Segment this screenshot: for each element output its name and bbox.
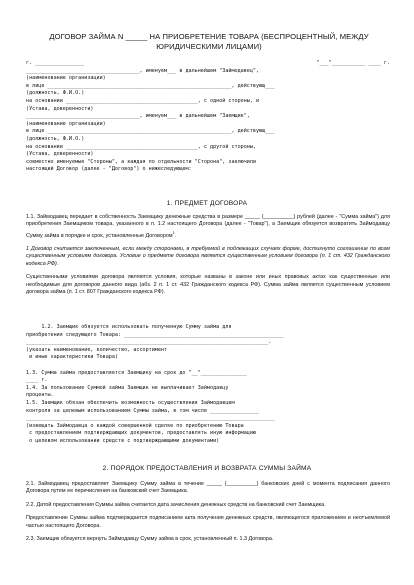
clause-line: (извещать Займодавца о каждой совершенной сделке по приобретению Товара xyxy=(26,422,244,429)
header-line xyxy=(26,121,390,129)
document-title: ДОГОВОР ЗАЙМА N _____ НА ПРИОБРЕТЕНИЕ ТОВАРА (БЕСПРОЦЕНТНЫЙ, МЕЖДУ ЮРИДИЧЕСКИМИ ЛИЦАМИ) xyxy=(49,32,369,51)
clause-line: 1.3. Сумма займа предоставляется Заемщику на срок до "__"_______________ xyxy=(26,369,247,376)
header-line-left: (Устава, доверенности) xyxy=(26,151,94,158)
clause-line: с предоставлением подтверждающих документов, предоставлять иную информацию xyxy=(26,430,257,437)
clause-line: о целевом использовании средств с подтверждающими документами) xyxy=(26,437,220,444)
essential-terms-paragraph: Существенными условиями договора являются условия, которые названы в законе или иных правовых актах как существенные или необходимые для договоров данного вида (абз. 2 п. 1 ст. 432 Гражданского кодекса РФ). Сумма займа является существенным условием договора займа (п. 1 ст. 807 Гражданского кодекса РФ). xyxy=(26,274,390,296)
clause-line: проценты. xyxy=(26,392,54,399)
section2-paragraph: 2.3. Заемщик обязуется вернуть Займодавцу Сумму займа в срок, установленный п. 1.3 Договора. xyxy=(26,536,274,543)
clause-line: _________________________________________________________________________________ xyxy=(26,415,275,422)
header-line-left: _____________________________________, именуем___ в дальнейшем "Займодавец", xyxy=(26,67,260,74)
header-line-left: (должность, Ф.И.О.) xyxy=(26,135,85,142)
clause-line: 1.5. Заемщик обязан обеспечить возможность осуществления Займодавцем xyxy=(26,399,235,406)
header-line xyxy=(26,106,390,114)
header-line-left: совместно именуемые "Стороны", а каждая по отдельности "Сторона", заключили xyxy=(26,158,257,165)
section2-text xyxy=(26,481,390,549)
parties-block xyxy=(26,60,390,174)
header-line-left: (наименование организации) xyxy=(26,120,106,127)
header-line xyxy=(26,166,390,174)
header-line-left: (наименование организации) xyxy=(26,75,106,82)
header-line-left: в лице ____________________________________________________________, действующ___ xyxy=(26,82,275,89)
footnote-italic: 1 Договор считается заключенным, если между сторонами, в требуемой в подлежащих случаях форме, достигнуто соглашение по всем существенным условиям договора. Условие о предмете договора является существенным условием договора (п. 1 ст. 432 Гражданского кодекса РФ). xyxy=(26,246,390,267)
header-line-left: (должность, Ф.И.О.) xyxy=(26,90,85,97)
section2-paragraph: 2.1. Займодавец предоставляет Заемщику Сумму займа в течение _____ (__________) банковских дней с момента подписания данного Договора путем ее перечисления на банковский счет Заемщика. xyxy=(26,481,390,495)
header-line-left: _____________________________________, именуем___ в дальнейшем "Заемщик", xyxy=(26,113,250,120)
clause-1-1: 1.1. Займодавец передает в собственность Заемщику денежные средства в размере _____ (__________) рублей (далее - "Сумма займа") для приобретения Заемщиком товара, указанного в п. 1.2 настоящего Договора (далее - "Товар"), а Заемщик обязуется возвратить Займодавцу Сумму займа в порядке и срок, установленные Договором$^1$. xyxy=(26,214,390,239)
section2-paragraph: Предоставление Суммы займа подтверждается подписанием акта получения денежных средств, являющегося приложением и неотъемлемой частью настоящего Договора. xyxy=(26,515,390,529)
section2-paragraph: 2.2. Датой предоставления Суммы займа считается дата зачисления денежных средств на банковский счет Заемщика. xyxy=(26,501,326,508)
header-line xyxy=(26,90,390,98)
header-line-left: в лице ____________________________________________________________, действующ___ xyxy=(26,128,275,135)
section1-heading: 1. ПРЕДМЕТ ДОГОВОРА xyxy=(166,200,248,207)
clauses-1-2-to-1-5 xyxy=(26,324,390,446)
header-line xyxy=(26,98,390,106)
clause-line xyxy=(26,362,390,370)
header-line xyxy=(26,75,390,83)
header-line xyxy=(26,144,390,152)
header-line xyxy=(26,83,390,91)
header-line-left: (Устава, доверенности) xyxy=(26,105,94,112)
section1-text xyxy=(26,214,390,302)
header-line xyxy=(26,159,390,167)
clause-line: _______________________________________________________________________________. xyxy=(26,339,272,346)
header-line xyxy=(26,151,390,159)
clause-line: контроля за целевым использованием Суммы займа, в том числе ________________ xyxy=(26,407,260,414)
header-line-left: на основании ___________________________________________, с другой стороны, xyxy=(26,143,257,150)
header-line xyxy=(26,128,390,136)
header-line xyxy=(26,60,390,68)
header-line-left: на основании ___________________________________________, с одной стороны, и xyxy=(26,97,260,104)
clause-line: и иные характеристики Товара) xyxy=(26,354,119,361)
header-line-left: настоящий Договор (далее - "Договор") о нижеследующем: xyxy=(26,166,192,173)
header-line-left: г. ________________ xyxy=(26,60,85,66)
clause-line: 1.4. За пользование Суммой займа Заемщик не выплачивает Займодавцу xyxy=(26,384,229,391)
clause-line: ____ г. xyxy=(26,377,48,384)
header-line xyxy=(26,136,390,144)
clause-line: приобретения следующего Товара: ____________________________________________________ xyxy=(26,331,284,338)
header-line-right: "___"___________ ____ г. xyxy=(316,60,390,66)
header-line xyxy=(26,68,390,76)
header-line xyxy=(26,113,390,121)
clause-line: (указать наименование, количество, ассортимент xyxy=(26,346,168,353)
section2-heading: 2. ПОРЯДОК ПРЕДОСТАВЛЕНИЯ И ВОЗВРАТА СУММЫ ЗАЙМА xyxy=(102,465,312,472)
clause-line: 1.2. Заемщик обязуется использовать полученную Сумму займа для xyxy=(26,324,232,330)
